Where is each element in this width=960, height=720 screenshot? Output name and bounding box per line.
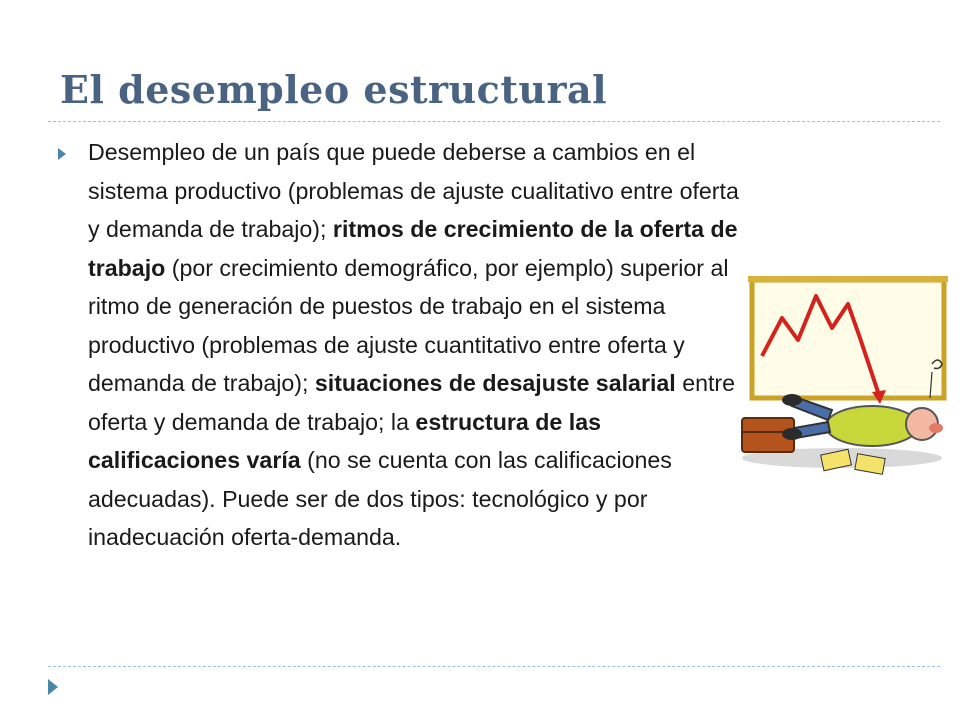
- text-segment-3: entre oferta y demanda de trabajo; la: [88, 370, 736, 435]
- footer-arrow-icon: [48, 679, 58, 695]
- bullet-paragraph: [88, 133, 748, 557]
- text-segment-4: (no se cuenta con las calificaciones adecuadas). Puede ser de dos tipos: tecnológico y por inadecuación oferta-demanda.: [88, 447, 672, 550]
- bold-segment-2: situaciones de desajuste salarial: [314, 370, 676, 396]
- text-segment-2: (por crecimiento demográfico, por ejemplo) superior al ritmo de generación de puestos de trabajo en el sistema productivo (problemas de ajuste cuantitativo entre oferta y demanda de trabajo);: [88, 254, 729, 396]
- bullet-arrow-icon: [58, 148, 66, 160]
- footer-divider: [48, 666, 940, 667]
- slide-title: El desempleo estructural: [60, 67, 608, 112]
- text-segment-1: Desempleo de un país que puede deberse a cambios en el sistema productivo (problemas de ajuste cualitativo entre oferta y demanda de trabajo);: [88, 139, 739, 242]
- bold-segment-3: estructura de las calificaciones varía: [88, 408, 602, 473]
- bold-segment-1: ritmos de crecimiento de la oferta de trabajo: [88, 216, 738, 281]
- falling-chart-businessman-illustration: [732, 268, 952, 488]
- title-divider: [48, 121, 940, 122]
